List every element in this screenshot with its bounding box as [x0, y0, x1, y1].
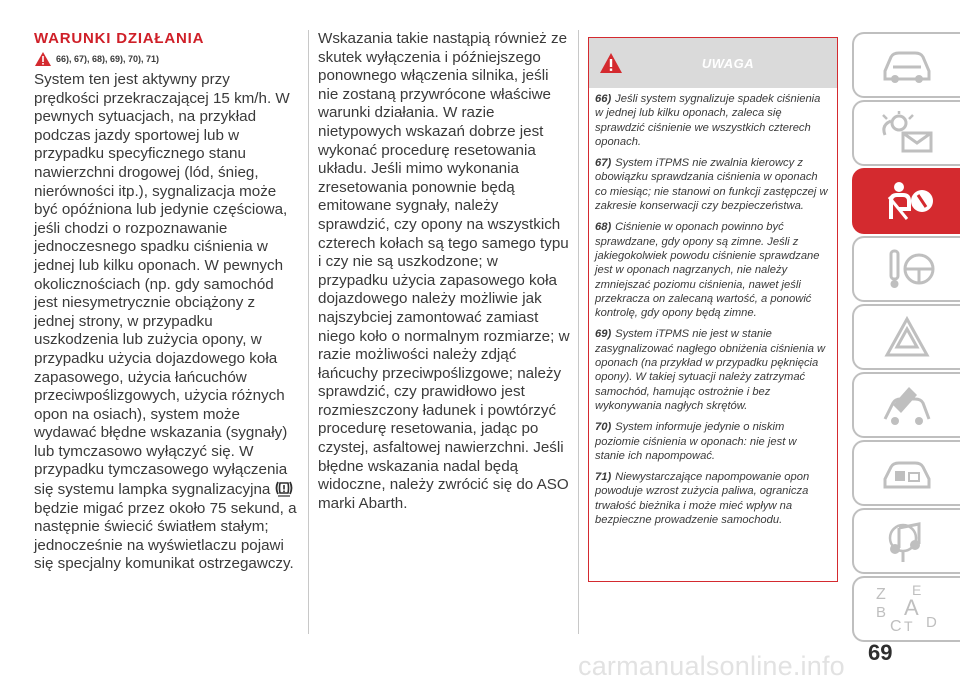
warning-note: 66) Jeśli system sygnalizuje spadek ciśnienia w jednej lub kilku oponach, zaleca się sprawdzić ciśnienie we wszystkich czterech oponach.	[595, 93, 821, 148]
starting-driving-icon	[877, 247, 937, 291]
svg-text:E: E	[912, 582, 922, 598]
tab-technical-data[interactable]	[852, 440, 960, 506]
airbag-safety-icon	[877, 179, 937, 223]
column-divider-2	[578, 30, 579, 634]
car-dashboard-icon	[881, 45, 933, 85]
section-heading: WARUNKI DZIAŁANIA	[34, 30, 205, 47]
warning-note: 69) System iTPMS nie jest w stanie zasygnalizować nagłego obniżenia ciśnienia w oponach (na przykład w przypadku pęknięcia opony). W takiej sytuacji należy zatrzymać samochód, hamując ostrożnie i bez wykonywania nagłych skrętów.	[595, 328, 826, 412]
warning-note: 70) System informuje jedynie o niskim poziomie ciśnienia w oponach: nie jest w stanie ich napompować.	[595, 421, 797, 462]
warning-box-title: UWAGA	[701, 56, 755, 71]
left-text-part1: System ten jest aktywny przy prędkości przekraczającej 15 km/h. W pewnych sytuacjach, na przykład podczas jazdy sportowej lub w przypadku specyficznego stanu nawierzchni drogowej (lód, śnieg, nierówności itp.), sygnalizacja może być opóźniona lub jedynie częściowa, jeśli chodzi o rozpoznawanie jednoczesnego spadku ciśnienia w jednej lub kilku oponach. W pewnych okolicznościach (np. gdy samochód jest niesymetrycznie obciążony z jednej strony, w przypadku uszkodzenia lub zużycia opony, w przypadku użycia dojazdowego koła zapasowego, użycia łańcuchów przeciwpoślizgowych, użycia różnych opon na osiach), system może wydawać błędne wskazania (sygnały) lub tymczasowo wyłączyć się. W przypadku tymczasowego wyłączenia się systemu lampka sygnalizacyjna	[34, 71, 290, 499]
warning-note: 68) Ciśnienie w oponach powinno być sprawdzane, gdy opony są zimne. Jeśli z jakiegokolwiek powodu ciśnienie sprawdzane jest w oponach nagrzanych, nie należy zmniejszać poziomu ciśnienia, nawet jeśli przekracza on zalecaną wartość, a ponowić kontrolę, gdy opony będą zimne.	[595, 221, 820, 320]
chapter-tabs	[852, 32, 960, 644]
warning-box-header	[589, 38, 837, 88]
column-divider-1	[308, 30, 309, 634]
maintenance-icon	[879, 383, 935, 427]
warning-notes	[589, 88, 837, 527]
svg-text:T: T	[904, 618, 913, 634]
svg-text:A: A	[904, 595, 919, 620]
tpms-warning-lamp-icon	[275, 480, 293, 497]
svg-text:C: C	[890, 618, 902, 635]
left-body-text	[34, 71, 299, 574]
technical-data-icon	[879, 451, 935, 495]
left-column	[34, 30, 299, 574]
tab-maintenance[interactable]	[852, 372, 960, 438]
page-number: 69	[868, 640, 893, 665]
warning-box	[588, 37, 838, 582]
tab-warning-lights[interactable]	[852, 100, 960, 166]
warning-refs-text: 66), 67), 68), 69), 70), 71)	[56, 54, 160, 64]
middle-column	[318, 30, 570, 513]
index-icon	[872, 581, 942, 637]
warning-triangle-icon	[34, 51, 52, 67]
tab-dashboard[interactable]	[852, 32, 960, 98]
svg-text:Z: Z	[876, 586, 886, 603]
warning-refs	[34, 51, 299, 67]
svg-text:D: D	[926, 614, 937, 631]
emergency-icon	[879, 315, 935, 359]
footer-watermark: carmanualsonline.info	[578, 651, 845, 681]
tab-emergency[interactable]	[852, 304, 960, 370]
multimedia-icon	[879, 518, 935, 564]
tab-safety[interactable]	[852, 168, 960, 234]
tab-starting-driving[interactable]	[852, 236, 960, 302]
svg-text:B: B	[876, 604, 887, 621]
warning-note: 67) System iTPMS nie zwalnia kierowcy z obowiązku sprawdzania ciśnienia w oponach co miesiąc; nie stanowi on funkcji zastępczej w zakresie konserwacji czy bezpieczeństwa.	[595, 157, 828, 213]
warning-note: 71) Niewystarczające napompowanie opon powoduje wzrost zużycia paliwa, ogranicza trwałość bieżnika i może mieć wpływ na bezpieczne prowadzenie samochodu.	[595, 471, 810, 527]
tab-index[interactable]	[852, 576, 960, 642]
left-text-part2: będzie migać przez około 75 sekund, a następnie świecić światłem stałym; jednocześnie na wyświetlaczu pojawi się specjalny komunikat ostrzegawczy.	[34, 499, 297, 573]
warning-lights-icon	[877, 111, 937, 155]
tab-multimedia[interactable]	[852, 508, 960, 574]
middle-body-text: Wskazania takie nastąpią również ze skutek wyłączenia i późniejszego ponownego włączenia silnika, jeśli nie zostaną przywrócone właściwe warunki działania. W razie nietypowych wskazań dobrze jest wykonać procedurę resetowania układu. Jeśli mimo wykonania zresetowania ponownie będą emitowane sygnały, należy sprawdzić, czy opony na wszystkich czterech kołach są tego samego typu i czy nie są uszkodzone; w przypadku użycia zapasowego koła dojazdowego należy możliwie jak najszybciej zamontować zamiast niego koło o normalnym rozmiarze; w razie możliwości należy zdjąć łańcuchy przeciwpoślizgowe; należy sprawdzić, czy prawidłowo jest rozmieszczony ładunek i powtórzyć procedurę resetowania, jadąc po czystej, asfaltowej nawierzchni. Jeśli błędne wskazania nadal będą widoczne, należy zwrócić się do ASO marki Abarth.	[318, 30, 570, 512]
